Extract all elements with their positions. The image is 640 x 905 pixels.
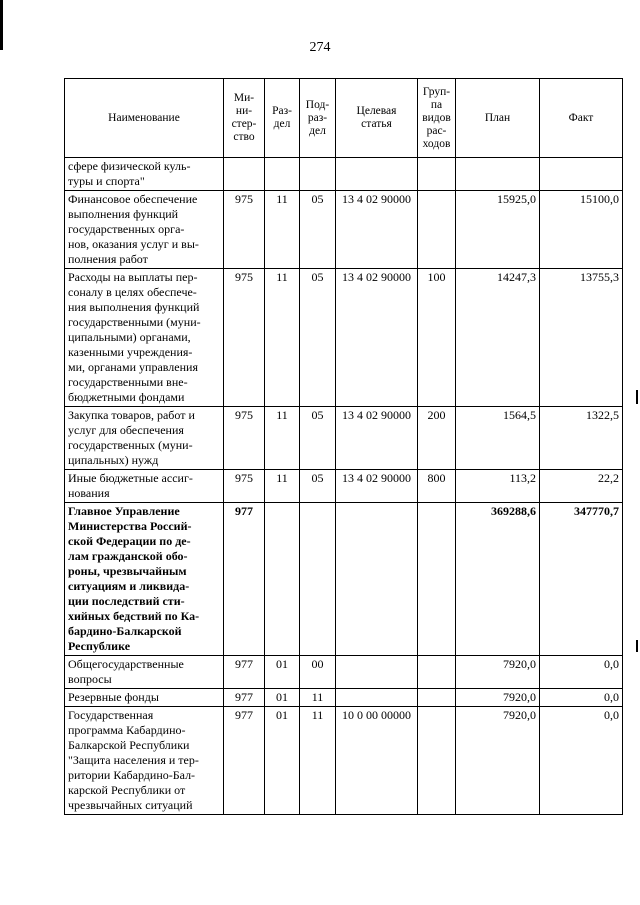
row-name-line: ситуациям и ликвида- xyxy=(68,579,190,593)
table-row xyxy=(65,470,623,503)
page-number: 274 xyxy=(309,40,331,55)
row-subsection: 05 xyxy=(300,407,336,470)
row-name-line: карской Республики от xyxy=(68,783,186,797)
row-plan xyxy=(456,158,540,191)
row-ministry: 975 xyxy=(224,269,265,407)
row-name-line: Государственная xyxy=(68,708,154,722)
row-subsection: 11 xyxy=(300,689,336,707)
row-plan: 7920,0 xyxy=(456,656,540,689)
row-name-line: Общегосударственные xyxy=(68,657,184,671)
table-row xyxy=(65,656,623,689)
scan-edge-mark xyxy=(636,640,638,652)
row-section xyxy=(265,503,300,656)
row-fact: 13755,3 xyxy=(540,269,623,407)
row-section: 01 xyxy=(265,689,300,707)
row-name-line: Иные бюджетные ассиг- xyxy=(68,471,193,485)
row-ministry xyxy=(224,158,265,191)
header-subsection: Под- раз- дел xyxy=(300,79,336,158)
row-name-line: услуг для обеспечения xyxy=(68,423,184,437)
table-row xyxy=(65,689,623,707)
row-name xyxy=(65,269,224,407)
table-header-row xyxy=(65,79,623,158)
row-expense-group xyxy=(418,656,456,689)
row-section: 11 xyxy=(265,191,300,269)
row-fact: 0,0 xyxy=(540,689,623,707)
row-expense-group xyxy=(418,503,456,656)
row-name-line: бюджетными фондами xyxy=(68,390,185,404)
row-name-line: Финансовое обеспечение xyxy=(68,192,198,206)
header-name: Наименование xyxy=(65,79,224,158)
row-expense-group xyxy=(418,158,456,191)
row-subsection: 11 xyxy=(300,707,336,815)
row-section: 11 xyxy=(265,269,300,407)
row-expense-group xyxy=(418,707,456,815)
row-target-article xyxy=(336,158,418,191)
row-name-line: государственными (муни- xyxy=(68,315,201,329)
row-expense-group: 200 xyxy=(418,407,456,470)
row-subsection: 05 xyxy=(300,191,336,269)
row-target-article: 13 4 02 90000 xyxy=(336,407,418,470)
row-name-line: государственными вне- xyxy=(68,375,188,389)
row-name-line: Расходы на выплаты пер- xyxy=(68,270,198,284)
row-fact: 0,0 xyxy=(540,656,623,689)
row-name-line: чрезвычайных ситуаций xyxy=(68,798,193,812)
row-target-article: 13 4 02 90000 xyxy=(336,269,418,407)
row-ministry: 975 xyxy=(224,407,265,470)
row-name xyxy=(65,689,224,707)
row-name-line: ции последствий сти- xyxy=(68,594,185,608)
row-subsection: 05 xyxy=(300,269,336,407)
header-ministry: Ми- ни- стер- ство xyxy=(224,79,265,158)
row-name-line: государственных орга- xyxy=(68,222,185,236)
row-ministry: 977 xyxy=(224,656,265,689)
row-target-article: 13 4 02 90000 xyxy=(336,470,418,503)
row-target-article xyxy=(336,656,418,689)
row-name-line: ципальных) нужд xyxy=(68,453,159,467)
row-name-line: Главное Управление xyxy=(68,504,180,518)
row-plan: 7920,0 xyxy=(456,707,540,815)
row-name xyxy=(65,191,224,269)
row-plan: 14247,3 xyxy=(456,269,540,407)
row-subsection xyxy=(300,158,336,191)
table-row xyxy=(65,158,623,191)
row-ministry: 977 xyxy=(224,689,265,707)
row-name-line: Балкарской Республики xyxy=(68,738,190,752)
row-expense-group: 800 xyxy=(418,470,456,503)
row-fact: 22,2 xyxy=(540,470,623,503)
row-section: 11 xyxy=(265,407,300,470)
row-target-article: 13 4 02 90000 xyxy=(336,191,418,269)
row-name-line: лам гражданской обо- xyxy=(68,549,188,563)
row-name-line: Резервные фонды xyxy=(68,690,159,704)
row-name-line: программа Кабардино- xyxy=(68,723,186,737)
table-row xyxy=(65,407,623,470)
row-name-line: нования xyxy=(68,486,110,500)
row-name-line: Закупка товаров, работ и xyxy=(68,408,195,422)
row-section: 01 xyxy=(265,707,300,815)
row-ministry: 975 xyxy=(224,470,265,503)
row-plan: 7920,0 xyxy=(456,689,540,707)
header-plan: План xyxy=(456,79,540,158)
row-name-line: ритории Кабардино-Бал- xyxy=(68,768,196,782)
row-name-line: Республике xyxy=(68,639,131,653)
row-expense-group xyxy=(418,689,456,707)
budget-table xyxy=(64,78,623,815)
row-name-line: "Защита населения и тер- xyxy=(68,753,199,767)
row-name-line: туры и спорта" xyxy=(68,174,145,188)
row-fact: 0,0 xyxy=(540,707,623,815)
row-plan: 15925,0 xyxy=(456,191,540,269)
row-name-line: хийных бедствий по Ка- xyxy=(68,609,200,623)
table-row xyxy=(65,269,623,407)
row-section: 01 xyxy=(265,656,300,689)
table-row xyxy=(65,707,623,815)
row-name-line: выполнения функций xyxy=(68,207,179,221)
scan-edge-mark xyxy=(636,390,638,404)
header-section: Раз- дел xyxy=(265,79,300,158)
row-name-line: ми, органами управления xyxy=(68,360,198,374)
row-subsection: 05 xyxy=(300,470,336,503)
row-name-line: ской Федерации по де- xyxy=(68,534,191,548)
row-ministry: 977 xyxy=(224,707,265,815)
row-section xyxy=(265,158,300,191)
row-name-line: полнения работ xyxy=(68,252,148,266)
row-target-article xyxy=(336,503,418,656)
row-target-article xyxy=(336,689,418,707)
row-name xyxy=(65,407,224,470)
row-expense-group xyxy=(418,191,456,269)
row-plan: 1564,5 xyxy=(456,407,540,470)
row-name xyxy=(65,470,224,503)
row-name-line: Министерства Россий- xyxy=(68,519,192,533)
row-section: 11 xyxy=(265,470,300,503)
row-subsection: 00 xyxy=(300,656,336,689)
row-ministry: 977 xyxy=(224,503,265,656)
row-name-line: нов, оказания услуг и вы- xyxy=(68,237,199,251)
row-name-line: бардино-Балкарской xyxy=(68,624,182,638)
row-name xyxy=(65,707,224,815)
row-fact xyxy=(540,158,623,191)
row-target-article: 10 0 00 00000 xyxy=(336,707,418,815)
row-ministry: 975 xyxy=(224,191,265,269)
table-row xyxy=(65,503,623,656)
row-name xyxy=(65,503,224,656)
row-expense-group: 100 xyxy=(418,269,456,407)
row-name-line: вопросы xyxy=(68,672,112,686)
table-row xyxy=(65,191,623,269)
row-subsection xyxy=(300,503,336,656)
header-expense-group: Груп- па видов рас- ходов xyxy=(418,79,456,158)
row-plan: 369288,6 xyxy=(456,503,540,656)
row-fact: 347770,7 xyxy=(540,503,623,656)
row-name-line: ципальными) органами, xyxy=(68,330,191,344)
row-name-line: роны, чрезвычайным xyxy=(68,564,187,578)
row-name xyxy=(65,656,224,689)
row-name-line: казенными учреждения- xyxy=(68,345,193,359)
row-name-line: соналу в целях обеспече- xyxy=(68,285,197,299)
row-name-line: государственных (муни- xyxy=(68,438,193,452)
row-plan: 113,2 xyxy=(456,470,540,503)
header-target-article: Целевая статья xyxy=(336,79,418,158)
row-name-line: сфере физической куль- xyxy=(68,159,191,173)
row-name-line: ния выполнения функций xyxy=(68,300,200,314)
row-fact: 1322,5 xyxy=(540,407,623,470)
header-fact: Факт xyxy=(540,79,623,158)
row-fact: 15100,0 xyxy=(540,191,623,269)
row-name xyxy=(65,158,224,191)
